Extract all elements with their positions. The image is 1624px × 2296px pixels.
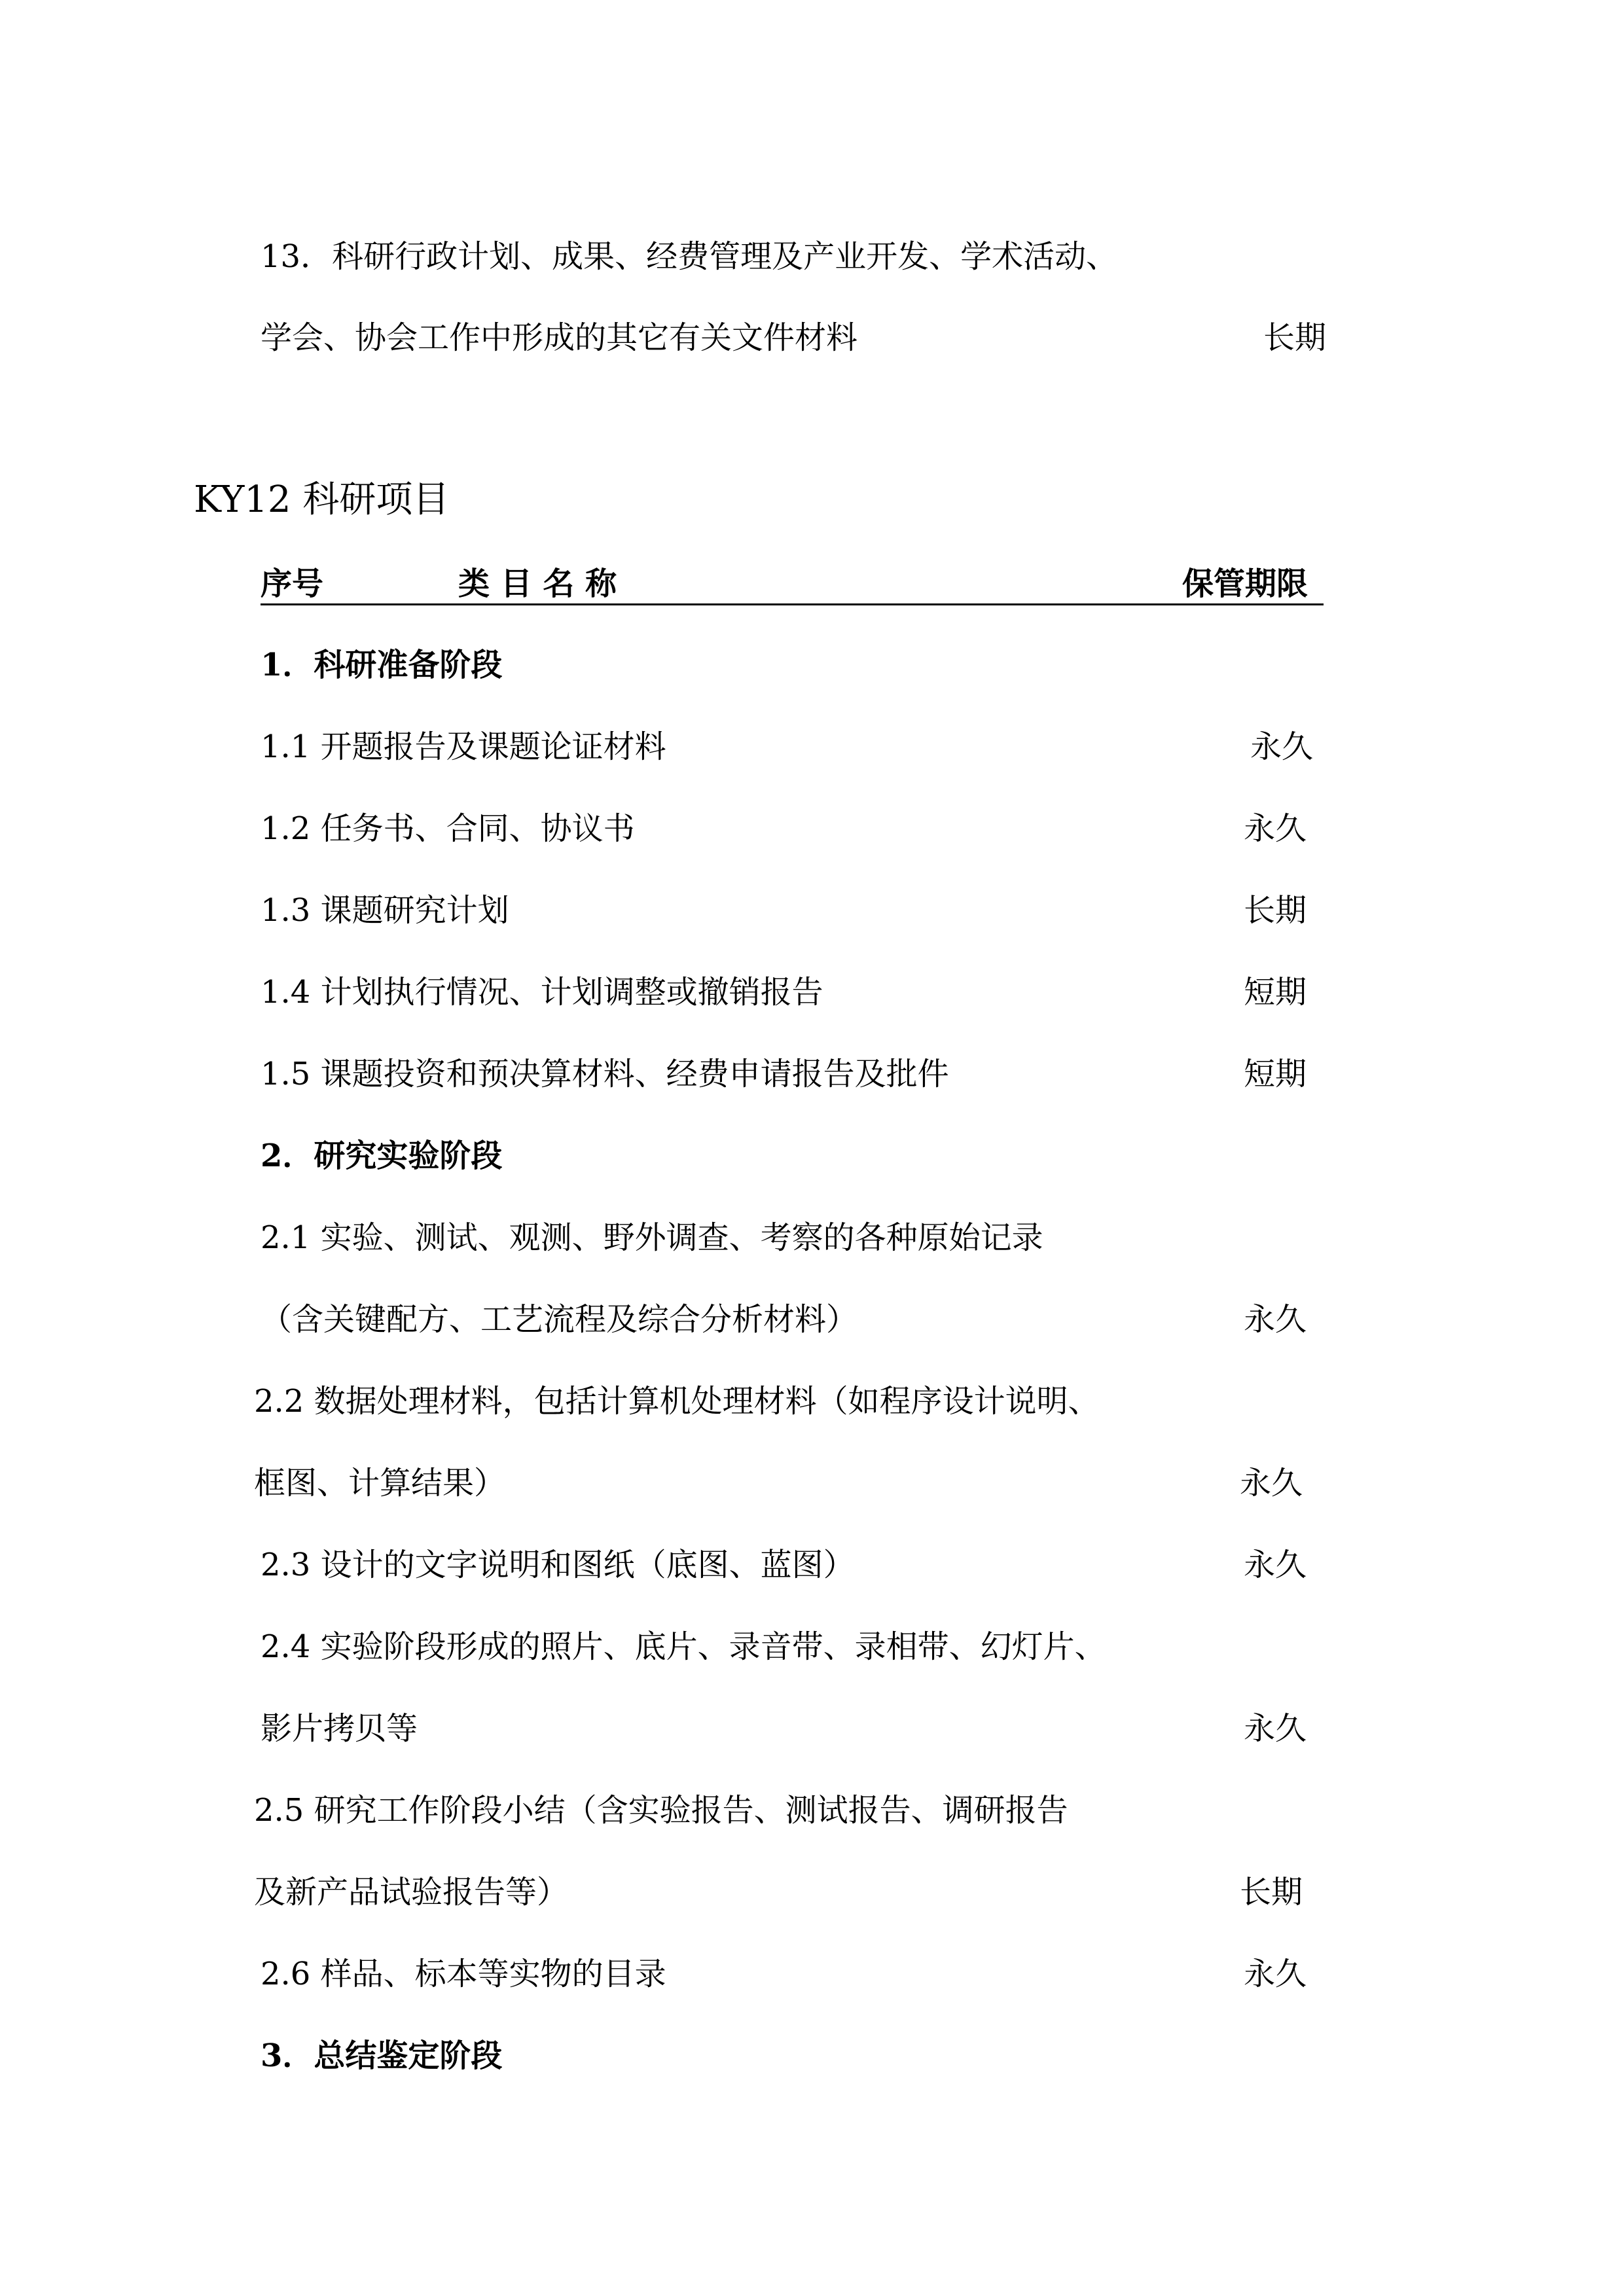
- list-item-text: 2.1 实验、测试、观测、野外调查、考察的各种原始记录: [261, 1219, 1043, 1256]
- list-item-period: 短期: [1244, 1056, 1307, 1092]
- list-item-period: 长期: [1244, 892, 1307, 929]
- list-item-text: 1.4 计划执行情况、计划调整或撤销报告: [261, 974, 823, 1011]
- item-13-line-1: 13．科研行政计划、成果、经费管理及产业开发、学术活动、: [261, 238, 1118, 275]
- list-item-text: 影片拷贝等: [261, 1710, 418, 1747]
- list-item-period: 短期: [1244, 974, 1307, 1011]
- list-item-text: （含关键配方、工艺流程及综合分析材料）: [261, 1301, 858, 1338]
- list-item-text: 1.1 开题报告及课题论证材料: [261, 728, 666, 765]
- list-item-period: 永久: [1244, 810, 1307, 847]
- group-title: 3．总结鉴定阶段: [261, 2037, 503, 2074]
- header-col-no: 序号: [261, 565, 324, 602]
- list-item-text: 2.2 数据处理材料，包括计算机处理材料（如程序设计说明、: [254, 1383, 1100, 1420]
- list-item-text: 1.3 课题研究计划: [261, 892, 509, 929]
- list-item-text: 2.5 研究工作阶段小结（含实验报告、测试报告、调研报告: [254, 1792, 1068, 1829]
- list-item-text: 2.4 实验阶段形成的照片、底片、录音带、录相带、幻灯片、: [261, 1628, 1106, 1665]
- item-13-line-2: 学会、协会工作中形成的其它有关文件材料: [261, 319, 858, 356]
- group-title: 1．科研准备阶段: [261, 647, 503, 683]
- list-item-text: 框图、计算结果）: [254, 1465, 506, 1501]
- list-item-text: 2.6 样品、标本等实物的目录: [261, 1956, 666, 1992]
- list-item-text: 1.5 课题投资和预决算材料、经费申请报告及批件: [261, 1056, 949, 1092]
- header-col-period: 保管期限: [1182, 565, 1308, 602]
- list-item-text: 及新产品试验报告等）: [254, 1874, 569, 1910]
- list-item-period: 永久: [1244, 1956, 1307, 1992]
- list-item-period: 永久: [1244, 1710, 1307, 1747]
- list-item-period: 长期: [1240, 1874, 1303, 1910]
- header-col-name: 类 目 名 称: [458, 565, 617, 602]
- group-title: 2．研究实验阶段: [261, 1138, 503, 1174]
- header-underline: [261, 603, 1324, 605]
- list-item-text: 2.3 设计的文字说明和图纸（底图、蓝图）: [261, 1547, 855, 1583]
- section-title: KY12 科研项目: [194, 478, 450, 521]
- list-item-period: 永久: [1240, 1465, 1303, 1501]
- list-item-text: 1.2 任务书、合同、协议书: [261, 810, 635, 847]
- list-item-period: 永久: [1244, 1301, 1307, 1338]
- list-item-period: 永久: [1250, 728, 1314, 765]
- list-item-period: 永久: [1244, 1547, 1307, 1583]
- item-13-period: 长期: [1263, 319, 1327, 356]
